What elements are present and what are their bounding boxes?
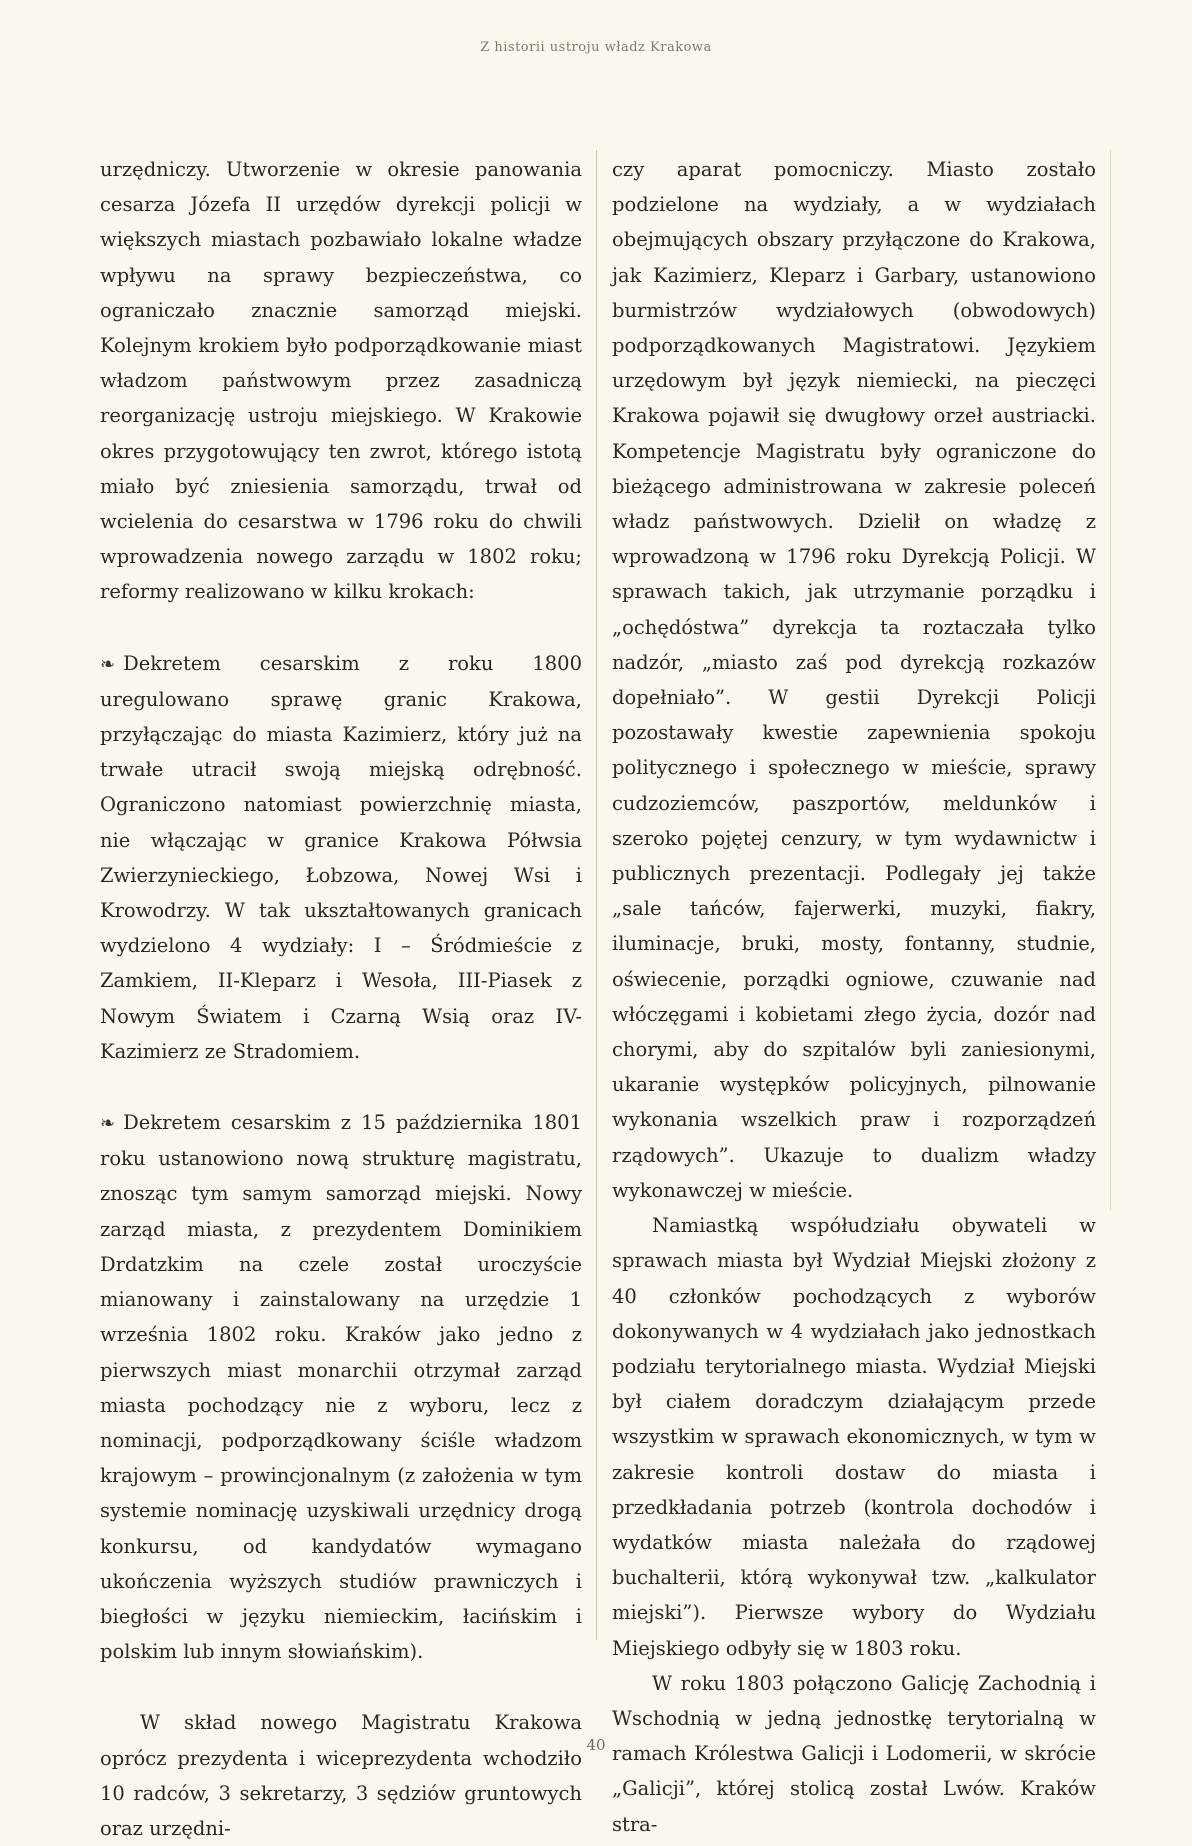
right-column	[612, 152, 1096, 1842]
fleuron-icon: ❧	[100, 1113, 116, 1135]
paragraph: W skład nowego Magistratu Krakowa oprócz prezydenta i wiceprezydenta wchodziło 10 radców, 3 sekretarzy, 3 sędziów gruntowych oraz urzędni-	[100, 1711, 582, 1840]
paragraph: Namiastką współudziału obywateli w sprawach miasta był Wydział Miejski złożony z 40 członków pochodzących z wyborów dokonywanych w 4 wydziałach jako jednostkach podziału terytorialnego miasta. Wydział Miejski był ciałem doradczym działającym przede wszystkim w sprawach ekonomicznych, w tym w zakresie kontroli dostaw do miasta i przedkładania potrzeb (kontrola dochodów i wydatków miasta należała do rządowej buchalterii, którą wykonywał tzw. „kalkulator miejski”). Pierwsze wybory do Wydziału Miejskiego odbyły się w 1803 roku.	[612, 1214, 1096, 1660]
paragraph: czy aparat pomocniczy. Miasto zostało podzielone na wydziały, a w wydziałach obejmujących obszary przyłączone do Krakowa, jak Kazimierz, Kleparz i Garbary, ustanowiono burmistrzów wydziałowych (obwodowych) podporządkowanych Magistratowi. Językiem urzędowym był język niemiecki, na pieczęci Krakowa pojawił się dwugłowy orzeł austriacki. Kompetencje Magistratu były ograniczone do bieżącego administrowana w zakresie poleceń władz państwowych. Dzielił on władzę z wprowadzoną w 1796 roku Dyrekcją Policji. W sprawach takich, jak utrzymanie porządku i „ochędóstwa” dyrekcja ta roztaczała tylko nadzór, „miasto zaś pod dyrekcją rozkazów dopełniało”. W gestii Dyrekcji Policji pozostawały kwestie zapewnienia spokoju politycznego i społecznego w mieście, sprawy cudzoziemców, paszportów, meldunków i szeroko pojętej cenzury, w tym wydawnictw i publicznych prezentacji. Podlegały jej także „sale tańców, fajerwerki, muzyki, fiakry, iluminacje, bruki, mosty, fontanny, studnie, oświecenie, porządki ogniowe, czuwanie nad włóczęgami i kobietami złego życia, dozór nad chorymi, aby do szpitalów byli zaniesionymi, ukaranie występków policyjnych, pilnowanie wykonania wszelkich praw i rozporządzeń rządowych”. Ukazuje to dualizm władzy wykonawczej w mieście.	[612, 158, 1096, 1202]
margin-rule	[1110, 150, 1111, 1210]
column-divider	[596, 150, 597, 1640]
paragraph-text: Dekretem cesarskim z 15 października 1801 roku ustanowiono nową strukturę magistratu, znosząc tym samym samorząd miejski. Nowy zarząd miasta, z prezydentem Dominikiem Drdatzkim na czele został uroczyście mianowany i zainstalowany na urzędzie 1 września 1802 roku. Kraków jako jedno z pierwszych miast monarchii otrzymał zarząd miasta pochodzący nie z wyboru, lecz z nominacji, podporządkowany ściśle władzom krajowym – prowincjonalnym (z założenia w tym systemie nominację uzyskiwali urzędnicy drogą konkursu, od kandydatów wymagano ukończenia wyższych studiów prawniczych i biegłości w języku niemieckim, łacińskim i polskim lub innym słowiańskim).	[100, 1111, 582, 1664]
fleuron-icon: ❧	[100, 653, 116, 675]
paragraph: urzędniczy. Utworzenie w okresie panowania cesarza Józefa II urzędów dyrekcji policji w większych miastach pozbawiało lokalne władze wpływu na sprawy bezpieczeństwa, co ograniczało znacznie samorząd miejski. Kolejnym krokiem było podporządkowanie miast władzom państwowym przez zasadniczą reorganizację ustroju miejskiego. W Krakowie okres przygotowujący ten zwrot, którego istotą miało być zniesienia samorządu, trwał od wcielenia do cesarstwa w 1796 roku do chwili wprowadzenia nowego zarządu w 1802 roku; reformy realizowano w kilku krokach:	[100, 158, 582, 604]
page-number: 40	[586, 1736, 606, 1754]
bullet-paragraph	[100, 646, 582, 1069]
left-column	[100, 152, 582, 1846]
paragraph-text: Dekretem cesarskim z roku 1800 uregulowano sprawę granic Krakowa, przyłączając do miasta Kazimierz, który już na trwałe utracił swoją miejską odrębność. Ograniczono natomiast powierzchnię miasta, nie włączając w granice Krakowa Półwsia Zwierzynieckiego, Łobzowa, Nowej Wsi i Krowodrzy. W tak ukształtowanych granicach wydzielono 4 wydziały: I – Śródmieście z Zamkiem, II-Kleparz i Wesoła, III-Piasek z Nowym Światem i Czarną Wsią oraz IV-Kazimierz ze Stradomiem.	[100, 651, 582, 1063]
bullet-paragraph	[100, 1105, 582, 1669]
running-head: Z historii ustroju władz Krakowa	[480, 40, 712, 55]
paragraph: W roku 1803 połączono Galicję Zachodnią i Wschodnią w jedną jednostkę terytorialną w ramach Królestwa Galicji i Lodomerii, w skrócie „Galicji”, której stolicą został Lwów. Kraków stra-	[612, 1671, 1096, 1836]
